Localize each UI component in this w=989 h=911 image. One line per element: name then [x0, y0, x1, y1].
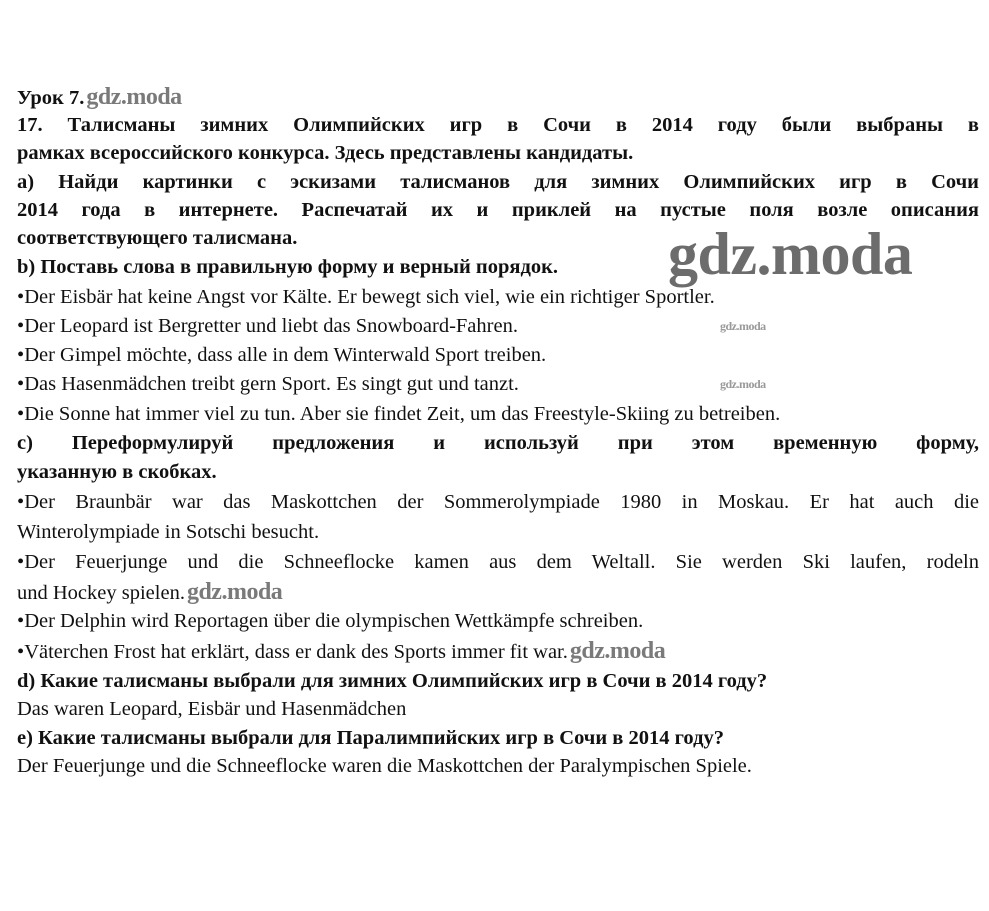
item-text: Der Leopard ist Bergretter und liebt das Snowboard-Fahren.	[24, 315, 518, 337]
item-text: Das Hasenmädchen treibt gern Sport. Es singt gut und tanzt.	[24, 373, 519, 395]
watermark: gdz.moda	[569, 638, 666, 664]
list-item	[17, 313, 518, 339]
task-title-line: рамках всероссийского конкурса. Здесь представлены кандидаты.	[17, 142, 634, 164]
item-text: Die Sonne hat immer viel zu tun. Aber sie findet Zeit, um das Freestyle-Skiing zu betreiben.	[24, 403, 781, 425]
watermark: gdz.moda	[720, 319, 766, 333]
part-c-heading-line: c) Переформулируй предложения и используй при этом временную форму,	[17, 432, 979, 454]
part-a-line: a) Найди картинки с эскизами талисманов для зимних Олимпийских игр в Сочи	[17, 171, 979, 193]
item-text: Der Feuerjunge und die Schneeflocke kamen aus dem Weltall. Sie werden Ski laufen, rodeln	[24, 551, 979, 573]
part-a-line: соответствующего талисмана.	[17, 227, 298, 249]
part-e-question: e) Какие талисманы выбрали для Паралимпийских игр в Сочи в 2014 году?	[17, 727, 724, 749]
item-text: Der Braunbär war das Maskottchen der Sommerolympiade 1980 in Moskau. Er hat auch die	[24, 491, 979, 513]
list-item	[17, 371, 519, 397]
bullet-icon: •	[17, 315, 25, 337]
list-item-continuation: Winterolympiade in Sotschi besucht.	[17, 521, 320, 543]
part-a-line: 2014 года в интернете. Распечатай их и приклей на пустые поля возле описания	[17, 199, 979, 221]
list-item-continuation	[17, 579, 282, 606]
part-b-heading: b) Поставь слова в правильную форму и верный порядок.	[17, 256, 559, 278]
bullet-icon: •	[17, 403, 25, 425]
item-text: und Hockey spielen.	[17, 582, 185, 604]
watermark: gdz.moda	[186, 579, 283, 605]
bullet-icon: •	[17, 286, 25, 308]
bullet-icon: •	[17, 551, 25, 573]
part-c-heading-line: указанную в скобках.	[17, 461, 217, 483]
part-d-answer: Das waren Leopard, Eisbär und Hasenmädchen	[17, 698, 407, 720]
list-item	[17, 549, 979, 575]
list-item	[17, 284, 715, 310]
bullet-icon: •	[17, 491, 25, 513]
watermark: gdz.moda	[720, 377, 766, 391]
item-text: Der Eisbär hat keine Angst vor Kälte. Er bewegt sich viel, wie ein richtiger Sportler.	[24, 286, 715, 308]
bullet-icon: •	[17, 610, 25, 632]
watermark: gdz.moda	[86, 84, 182, 110]
list-item	[17, 638, 665, 665]
item-text: Der Delphin wird Reportagen über die olympischen Wettkämpfe schreiben.	[24, 610, 644, 632]
list-item	[17, 342, 546, 368]
lesson-line	[17, 84, 182, 111]
watermark: gdz.moda	[668, 221, 913, 287]
part-e-answer: Der Feuerjunge und die Schneeflocke waren die Maskottchen der Paralympischen Spiele.	[17, 755, 752, 777]
item-text: Väterchen Frost hat erklärt, dass er dank des Sports immer fit war.	[24, 641, 568, 663]
task-title-line: 17. Талисманы зимних Олимпийских игр в Сочи в 2014 году были выбраны в	[17, 114, 979, 136]
bullet-icon: •	[17, 641, 25, 663]
list-item	[17, 489, 979, 515]
bullet-icon: •	[17, 344, 25, 366]
item-text: Der Gimpel möchte, dass alle in dem Winterwald Sport treiben.	[24, 344, 547, 366]
list-item	[17, 401, 780, 427]
lesson-label: Урок 7.	[17, 87, 85, 109]
bullet-icon: •	[17, 373, 25, 395]
list-item	[17, 608, 643, 634]
part-d-question: d) Какие талисманы выбрали для зимних Олимпийских игр в Сочи в 2014 году?	[17, 670, 768, 692]
